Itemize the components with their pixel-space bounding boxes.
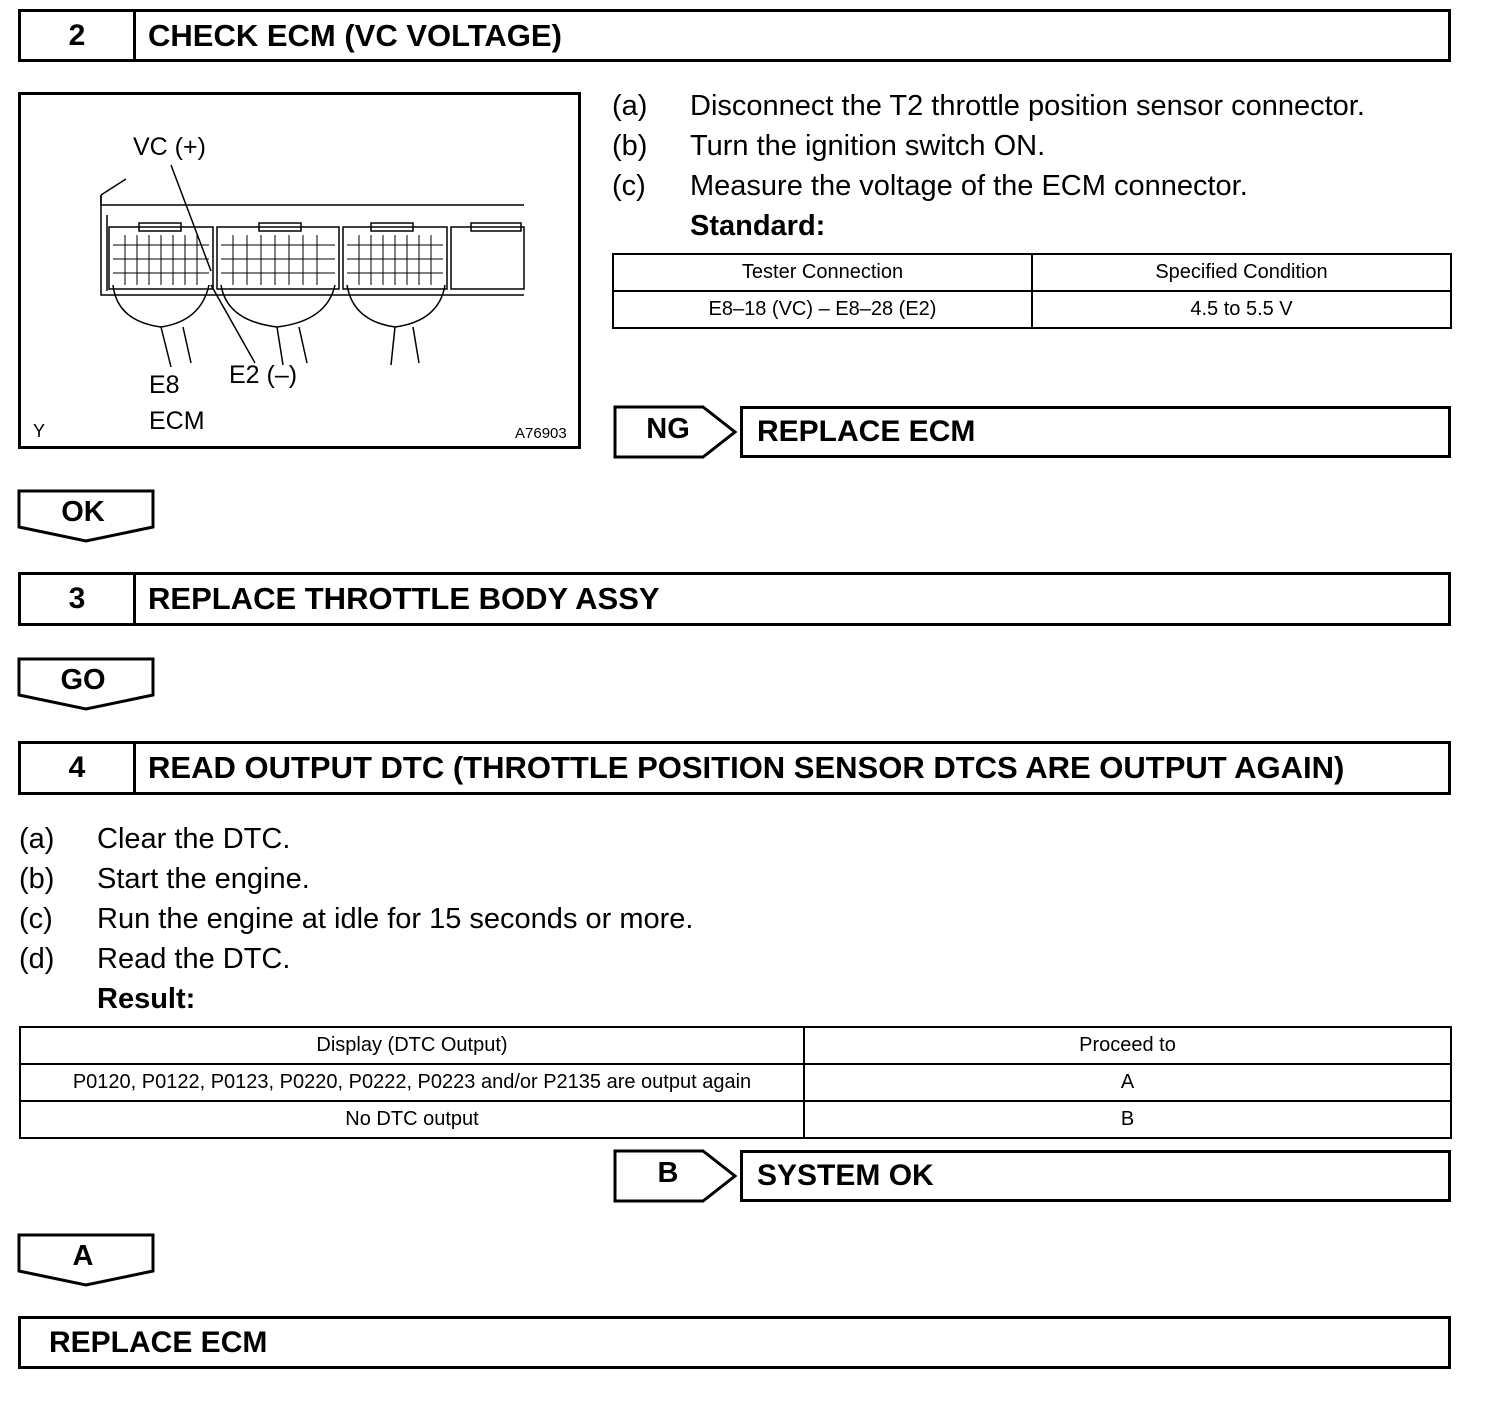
- e2-label: E2 (–): [229, 361, 298, 389]
- instruction-label: (c): [612, 170, 646, 202]
- table-header-row: [613, 254, 1451, 291]
- ecm-label: ECM: [149, 407, 205, 435]
- ng-label: NG: [646, 413, 690, 445]
- instruction-text: Disconnect the T2 throttle position sensor connector.: [690, 90, 1365, 122]
- step-title: CHECK ECM (VC VOLTAGE): [148, 17, 562, 53]
- step-title: REPLACE THROTTLE BODY ASSY: [148, 581, 660, 616]
- vc-label: VC (+): [133, 133, 206, 161]
- table-row: [613, 291, 1451, 328]
- step-title: READ OUTPUT DTC (THROTTLE POSITION SENSOR DTCS ARE OUTPUT AGAIN): [148, 750, 1345, 785]
- step-4-instructions: [19, 819, 693, 1019]
- step-number: 3: [21, 575, 136, 623]
- step-number: 2: [21, 12, 136, 59]
- instruction-item: [19, 859, 693, 899]
- final-result-box: REPLACE ECM: [18, 1316, 1451, 1369]
- step-2-instructions: [612, 86, 1365, 246]
- result-row: [19, 979, 693, 1019]
- instruction-text: Measure the voltage of the ECM connector.: [690, 170, 1248, 202]
- instruction-text: Run the engine at idle for 15 seconds or more.: [97, 903, 694, 935]
- instruction-label: (c): [19, 903, 53, 935]
- table-header-row: [20, 1027, 1451, 1064]
- table-cell: 4.5 to 5.5 V: [1032, 291, 1451, 328]
- figure-code: A76903: [515, 425, 567, 442]
- step-4-header: [18, 741, 1451, 795]
- standard-row: [612, 206, 1365, 246]
- table-header-cell: Tester Connection: [613, 254, 1032, 291]
- instruction-item: [612, 126, 1365, 166]
- step-number: 4: [21, 744, 136, 792]
- instruction-label: (a): [19, 823, 55, 855]
- table-row: [20, 1101, 1451, 1138]
- ng-result-box: REPLACE ECM: [740, 406, 1451, 458]
- table-header-cell: Display (DTC Output): [20, 1027, 804, 1064]
- instruction-text: Read the DTC.: [97, 943, 291, 975]
- step-3-header: [18, 572, 1451, 626]
- table-header-cell: Specified Condition: [1032, 254, 1451, 291]
- connector-label: E8: [149, 371, 180, 399]
- table-cell: B: [804, 1101, 1451, 1138]
- table-row: [20, 1064, 1451, 1101]
- table-cell: A: [804, 1064, 1451, 1101]
- result-label: Result:: [97, 983, 196, 1015]
- instruction-label: (d): [19, 943, 55, 975]
- step-2-header: [18, 9, 1451, 62]
- table-header-cell: Proceed to: [804, 1027, 1451, 1064]
- ecm-connector-figure: [18, 92, 581, 449]
- ok-label: OK: [61, 496, 105, 528]
- standard-table: [612, 253, 1452, 329]
- instruction-item: [19, 899, 693, 939]
- instruction-label: (a): [612, 90, 648, 122]
- b-label: B: [657, 1157, 679, 1189]
- standard-label: Standard:: [690, 210, 826, 242]
- b-result-box: SYSTEM OK: [740, 1150, 1451, 1202]
- instruction-item: [19, 819, 693, 859]
- table-cell: No DTC output: [20, 1101, 804, 1138]
- figure-corner-label: Y: [33, 421, 46, 441]
- go-label: GO: [60, 664, 106, 696]
- instruction-item: [19, 939, 693, 979]
- instruction-text: Clear the DTC.: [97, 823, 291, 855]
- a-label: A: [72, 1240, 94, 1272]
- table-cell: E8–18 (VC) – E8–28 (E2): [613, 291, 1032, 328]
- instruction-label: (b): [612, 130, 648, 162]
- instruction-text: Start the engine.: [97, 863, 310, 895]
- ecm-connector-illustration: [21, 95, 578, 446]
- instruction-item: [612, 86, 1365, 126]
- instruction-text: Turn the ignition switch ON.: [690, 130, 1046, 162]
- table-cell: P0120, P0122, P0123, P0220, P0222, P0223 and/or P2135 are output again: [20, 1064, 804, 1101]
- result-table: [19, 1026, 1452, 1139]
- instruction-item: [612, 166, 1365, 206]
- instruction-label: (b): [19, 863, 55, 895]
